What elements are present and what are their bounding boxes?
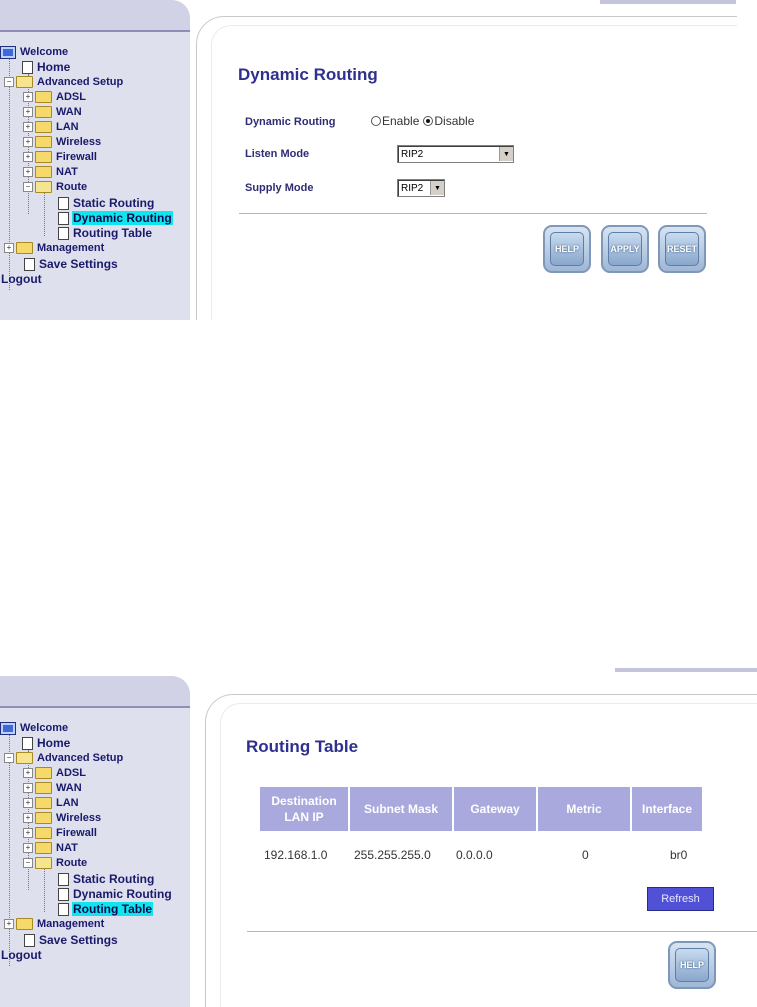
folder-icon [16, 918, 33, 930]
enable-radio-label[interactable]: Enable [382, 114, 420, 128]
listen-mode-label: Listen Mode [245, 148, 310, 160]
apply-button[interactable] [601, 225, 649, 273]
page-icon [58, 903, 69, 916]
page-icon [24, 934, 35, 947]
folder-icon [35, 842, 52, 854]
sidebar [0, 708, 190, 1007]
column-header: Subnet Mask [350, 787, 452, 831]
expand-icon[interactable]: + [23, 152, 33, 162]
table-cell: 0 [582, 848, 589, 862]
top-strip [600, 0, 736, 4]
sidebar-item-save-settings[interactable]: Save Settings [24, 932, 119, 948]
sidebar-item-adsl[interactable]: + ADSL [23, 89, 87, 105]
collapse-icon[interactable]: − [4, 753, 14, 763]
page-icon [22, 61, 33, 74]
sidebar-item-firewall[interactable]: + Firewall [23, 825, 98, 841]
sidebar-item-nat[interactable]: + NAT [23, 840, 79, 856]
page-title: Routing Table [246, 737, 359, 756]
disable-radio-label[interactable]: Disable [434, 114, 475, 128]
help-button[interactable] [668, 941, 716, 989]
sidebar-item-home[interactable]: Home [22, 59, 71, 75]
help-button[interactable] [543, 225, 591, 273]
expand-icon[interactable]: + [23, 828, 33, 838]
folder-icon [16, 242, 33, 254]
expand-icon[interactable]: + [23, 137, 33, 147]
folder-icon [35, 121, 52, 133]
folder-icon [35, 797, 52, 809]
sidebar-item-save-settings[interactable]: Save Settings [24, 256, 119, 272]
column-header: Destination LAN IP [260, 787, 348, 831]
computer-icon [0, 722, 16, 735]
page-title: Dynamic Routing [238, 65, 378, 84]
folder-icon [35, 827, 52, 839]
reset-icon: RESET [665, 232, 699, 266]
page-icon [24, 258, 35, 271]
content-panel [196, 16, 737, 320]
column-header: Gateway [454, 787, 536, 831]
folder-icon [35, 812, 52, 824]
folder-icon [35, 767, 52, 779]
folder-icon [35, 166, 52, 178]
routing-table-screenshot [0, 668, 757, 1007]
sidebar-item-home[interactable]: Home [22, 735, 71, 751]
table-cell: br0 [670, 848, 688, 862]
dropdown-arrow-icon: ▼ [499, 147, 513, 161]
sidebar-item-route[interactable]: − Route [23, 855, 88, 871]
expand-icon[interactable]: + [23, 798, 33, 808]
expand-icon[interactable]: + [23, 843, 33, 853]
column-header: Interface [632, 787, 702, 831]
table-cell: 0.0.0.0 [456, 848, 493, 862]
folder-icon [35, 106, 52, 118]
sidebar-item-wireless[interactable]: + Wireless [23, 134, 102, 150]
collapse-icon[interactable]: − [23, 182, 33, 192]
expand-icon[interactable]: + [23, 122, 33, 132]
sidebar-tab [0, 0, 190, 32]
expand-icon[interactable]: + [23, 107, 33, 117]
folder-open-icon [16, 76, 33, 88]
sidebar-item-wan[interactable]: + WAN [23, 104, 83, 120]
expand-icon[interactable]: + [23, 167, 33, 177]
sidebar-item-static-routing[interactable]: Static Routing [58, 195, 155, 211]
routing-table-header [260, 787, 704, 831]
sidebar-tab [0, 676, 190, 708]
expand-icon[interactable]: + [23, 92, 33, 102]
column-header: Metric [538, 787, 630, 831]
folder-open-icon [16, 752, 33, 764]
folder-icon [35, 136, 52, 148]
expand-icon[interactable]: + [23, 813, 33, 823]
supply-mode-select[interactable]: RIP2 ▼ [397, 179, 445, 197]
page-icon [58, 873, 69, 886]
sidebar-item-logout[interactable]: Logout [1, 948, 42, 962]
expand-icon[interactable]: + [23, 768, 33, 778]
sidebar-item-management[interactable]: + Management [4, 916, 105, 932]
collapse-icon[interactable]: − [4, 77, 14, 87]
table-row [260, 848, 730, 862]
expand-icon[interactable]: + [4, 243, 14, 253]
apply-icon: APPLY [608, 232, 642, 266]
page-icon [22, 737, 33, 750]
divider [239, 213, 707, 214]
sidebar-item-routing-table[interactable]: Routing Table [58, 901, 153, 917]
dynamic-routing-radio-group [371, 114, 478, 128]
sidebar-item-welcome[interactable]: Welcome [0, 720, 69, 736]
enable-radio[interactable] [371, 116, 381, 126]
dropdown-arrow-icon: ▼ [430, 181, 444, 195]
sidebar-item-advanced-setup[interactable]: − Advanced Setup [4, 750, 124, 766]
sidebar-item-wan[interactable]: + WAN [23, 780, 83, 796]
refresh-button[interactable]: Refresh [647, 887, 714, 911]
help-icon: HELP [675, 948, 709, 982]
top-strip [615, 668, 757, 672]
disable-radio[interactable] [423, 116, 433, 126]
sidebar-item-adsl[interactable]: + ADSL [23, 765, 87, 781]
folder-icon [35, 151, 52, 163]
page-icon [58, 888, 69, 901]
sidebar-item-route[interactable]: − Route [23, 179, 88, 195]
folder-icon [35, 782, 52, 794]
table-cell: 192.168.1.0 [264, 848, 328, 862]
sidebar-item-dynamic-routing[interactable]: Dynamic Routing [58, 886, 174, 902]
expand-icon[interactable]: + [4, 919, 14, 929]
divider [247, 931, 757, 932]
folder-open-icon [35, 857, 52, 869]
sidebar-item-routing-table[interactable]: Routing Table [58, 225, 153, 241]
content-panel [205, 694, 757, 1007]
listen-mode-select[interactable]: RIP2 ▼ [397, 145, 514, 163]
dynamic-routing-label: Dynamic Routing [245, 116, 336, 128]
table-cell: 255.255.255.0 [354, 848, 431, 862]
supply-mode-label: Supply Mode [245, 182, 314, 194]
sidebar-item-logout[interactable]: Logout [1, 272, 42, 286]
reset-button[interactable] [658, 225, 706, 273]
sidebar-item-wireless[interactable]: + Wireless [23, 810, 102, 826]
help-icon: HELP [550, 232, 584, 266]
dynamic-routing-screenshot [0, 0, 757, 320]
sidebar-item-advanced-setup[interactable]: − Advanced Setup [4, 74, 124, 90]
sidebar-item-management[interactable]: + Management [4, 240, 105, 256]
sidebar-item-welcome[interactable]: Welcome [0, 44, 69, 60]
sidebar-item-lan[interactable]: + LAN [23, 119, 80, 135]
page-icon [58, 227, 69, 240]
sidebar [0, 32, 190, 320]
sidebar-item-nat[interactable]: + NAT [23, 164, 79, 180]
sidebar-item-firewall[interactable]: + Firewall [23, 149, 98, 165]
page-icon [58, 212, 69, 225]
folder-icon [35, 91, 52, 103]
computer-icon [0, 46, 16, 59]
sidebar-item-static-routing[interactable]: Static Routing [58, 871, 155, 887]
folder-open-icon [35, 181, 52, 193]
expand-icon[interactable]: + [23, 783, 33, 793]
sidebar-item-lan[interactable]: + LAN [23, 795, 80, 811]
page-icon [58, 197, 69, 210]
sidebar-item-dynamic-routing[interactable]: Dynamic Routing [58, 210, 174, 226]
collapse-icon[interactable]: − [23, 858, 33, 868]
